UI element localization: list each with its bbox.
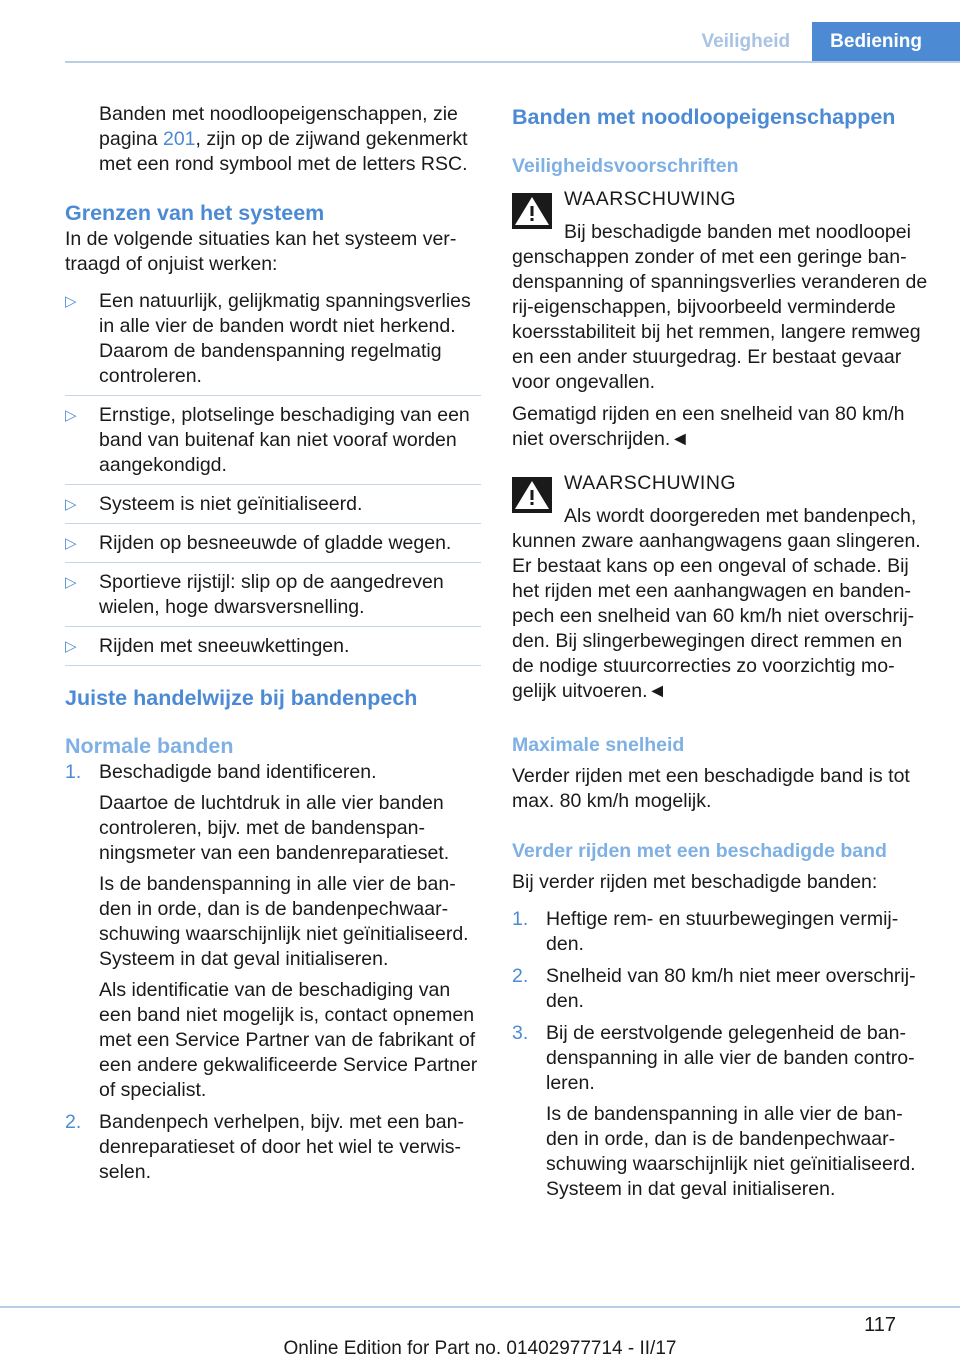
triangle-right-icon: ▷ (65, 535, 77, 552)
heading-continue-driving: Verder rijden met een beschadigde band (512, 840, 887, 862)
warning-triangle-icon (512, 193, 552, 229)
heading-max-speed: Maximale snelheid (512, 734, 685, 756)
left-column (65, 102, 481, 1192)
continue-steps (512, 907, 928, 1202)
list-item (65, 634, 481, 666)
max-speed-text: Verder rijden met een beschadigde band is tot max. 80 km/h mogelijk. (512, 765, 910, 812)
intro-text-pre: Banden met noodloopeigenschappen, zie pagina (99, 103, 458, 150)
step-number: 1. (512, 908, 529, 930)
warning-block (512, 471, 928, 704)
warning-title: WAARSCHUWING (564, 472, 737, 494)
list-item (65, 403, 481, 485)
list-item-text: Systeem is niet geïnitialiseerd. (99, 493, 363, 515)
step-text: Bij de eerstvolgende gelegenheid de bandenspanning in alle vier de banden controleren. (546, 1022, 915, 1094)
list-item (65, 492, 481, 524)
warning-triangle-icon (512, 477, 552, 513)
limits-list (65, 289, 481, 666)
warning-text: kunnen zware aanhangwagens gaan slingeren. Er bestaat kans op een ongeval of schade. Bij het rijden met een aanhangwagen en bandenpech een snelheid van 60 km/h niet overschrijden. Bij slingerbewegingen direct remmen en de nodige stuurcorrecties zo voorzichtig mogelijk uitvoeren.◄ (512, 530, 921, 702)
triangle-right-icon: ▷ (65, 407, 77, 424)
list-item (65, 531, 481, 563)
list-item-text: Sportieve rijstijl: slip op de aangedreven wielen, hoge dwarsversnelling. (99, 571, 444, 618)
page-link[interactable]: 201 (162, 128, 196, 150)
step-item (512, 907, 928, 957)
step-number: 1. (65, 761, 82, 783)
heading-runflat: Banden met noodloopeigenschappen (512, 105, 896, 129)
header-divider (65, 61, 960, 63)
warning-first-line: Als wordt doorgereden met bandenpech, (564, 505, 917, 527)
step-subtext: Is de bandenspanning in alle vier de banden in orde, dan is de bandenpechwaarschuwing waarschijnlijk niet geïnitialiseerd. Systeem in dat geval initialiseren. (99, 873, 469, 970)
footer-divider (0, 1306, 960, 1308)
tab-operation[interactable]: Bediening (812, 22, 960, 62)
list-item-text: Rijden op besneeuwde of gladde wegen. (99, 532, 452, 554)
step-number: 3. (512, 1022, 529, 1044)
warning-block (512, 187, 928, 452)
continue-intro: Bij verder rijden met beschadigde banden: (512, 871, 878, 893)
triangle-right-icon: ▷ (65, 638, 77, 655)
list-item (65, 289, 481, 396)
footer-edition: Online Edition for Part no. 01402977714 - II/17 (283, 1338, 677, 1359)
heading-procedure: Juiste handelwijze bij bandenpech (65, 686, 418, 710)
step-text: Beschadigde band identificeren. (99, 761, 377, 783)
step-item (65, 760, 481, 1103)
list-item (65, 570, 481, 627)
step-text: Heftige rem- en stuurbewegingen vermijden. (546, 908, 899, 955)
step-item (65, 1110, 481, 1185)
triangle-right-icon: ▷ (65, 293, 77, 310)
intro-text-post: , zijn op de zijwand gekenmerkt met een rond symbool met de letters RSC. (99, 128, 468, 175)
warning-title: WAARSCHUWING (564, 188, 737, 210)
right-column (512, 103, 928, 1209)
page-number: 117 (864, 1314, 896, 1336)
step-text: Snelheid van 80 km/h niet meer overschrijden. (546, 965, 916, 1012)
list-item-text: Een natuurlijk, gelijkmatig spanningsverlies in alle vier de banden wordt niet herkend. Daarom de bandenspanning regelmatig controleren. (99, 290, 471, 387)
limits-intro: In de volgende situaties kan het systeem vertraagd of onjuist werken: (65, 228, 457, 275)
warning-first-line: Bij beschadigde banden met noodloopei (564, 221, 911, 243)
heading-normal-tires: Normale banden (65, 734, 234, 758)
step-item (512, 964, 928, 1014)
intro-paragraph (65, 102, 481, 177)
heading-safety-rules: Veiligheidsvoorschriften (512, 155, 739, 177)
step-number: 2. (512, 965, 529, 987)
header-tabs (679, 22, 960, 62)
step-text: Bandenpech verhelpen, bijv. met een bandenreparatieset of door het wiel te verwisselen. (99, 1111, 464, 1183)
warning-text: genschappen zonder of met een geringe bandenspanning of spanningsverlies veranderen de rij-eigenschappen, bijvoorbeeld verminderde koersstabiliteit bij het remmen, langere remweg en een ander stuurgedrag. Er bestaat gevaar voor ongevallen. (512, 246, 928, 393)
list-item-text: Ernstige, plotselinge beschadiging van een band van buitenaf kan niet vooraf worden aangekondigd. (99, 404, 470, 476)
step-item (512, 1021, 928, 1202)
warning-advice: Gematigd rijden en een snelheid van 80 km/h niet overschrijden.◄ (512, 403, 905, 450)
heading-limits: Grenzen van het systeem (65, 201, 325, 225)
step-subtext: Is de bandenspanning in alle vier de banden in orde, dan is de bandenpechwaarschuwing waarschijnlijk niet geïnitialiseerd. Systeem in dat geval initialiseren. (546, 1103, 916, 1200)
step-number: 2. (65, 1111, 82, 1133)
procedure-steps (65, 760, 481, 1185)
step-subtext: Daartoe de luchtdruk in alle vier banden controleren, bijv. met de bandenspanningsmeter van een bandenreparatieset. (99, 792, 450, 864)
triangle-right-icon: ▷ (65, 574, 77, 591)
step-subtext: Als identificatie van de beschadiging van een band niet mogelijk is, contact opnemen met een Service Partner van de fabrikant of een andere gekwalificeerde Service Partner of specialist. (99, 979, 478, 1101)
triangle-right-icon: ▷ (65, 496, 77, 513)
tab-safety[interactable]: Veiligheid (701, 31, 791, 52)
list-item-text: Rijden met sneeuwkettingen. (99, 635, 350, 657)
